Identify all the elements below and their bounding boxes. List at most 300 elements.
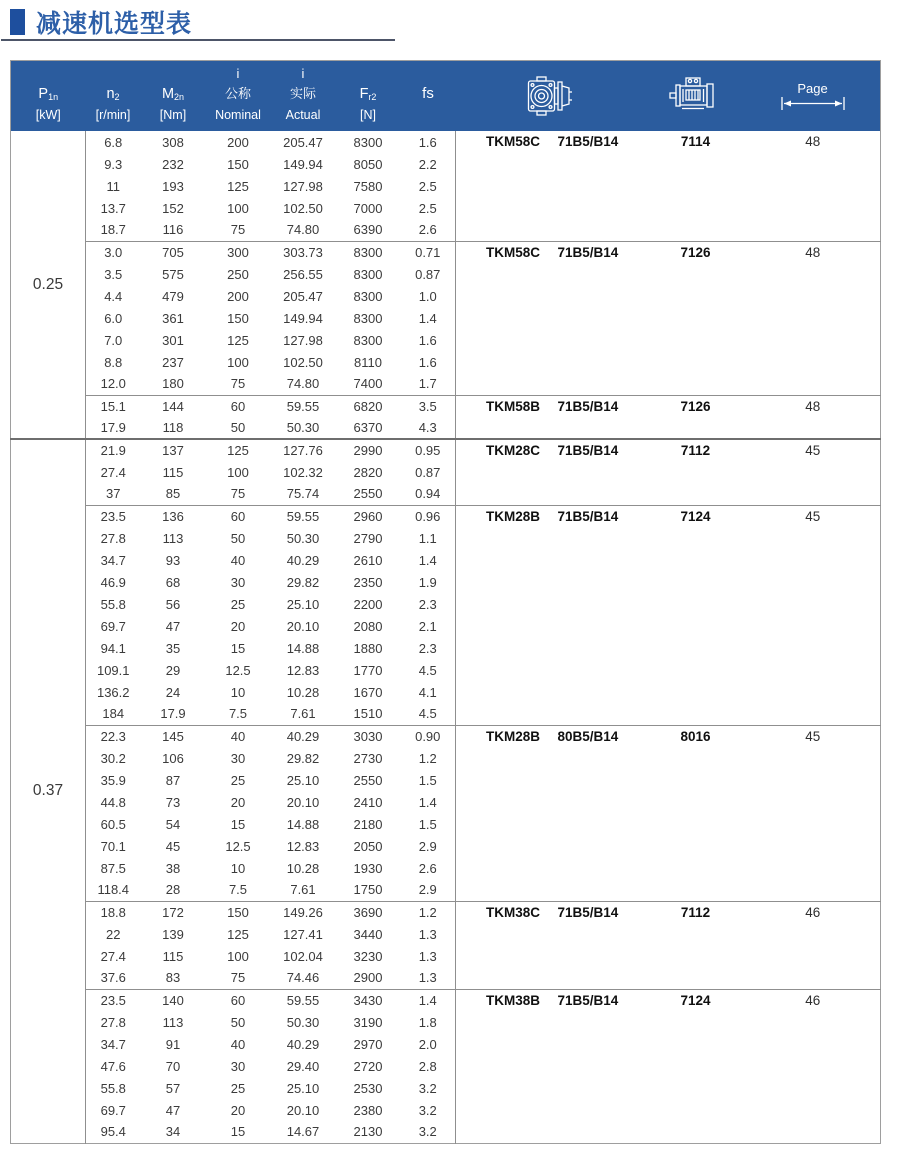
- i-nominal-cell: 15: [230, 1124, 246, 1140]
- fr2-cell: 1750: [353, 882, 383, 898]
- col-header-n2: $n_2$ [r/min]: [86, 61, 141, 132]
- motor-code-cell: 7124: [646, 989, 746, 1143]
- i-nominal-cell: 10: [230, 860, 246, 876]
- i-nominal-cell: 200: [227, 134, 249, 150]
- i-actual-cell: 20.10: [286, 618, 320, 634]
- i-nominal-cell: 150: [227, 156, 249, 172]
- i-actual-cell: 10.28: [286, 860, 320, 876]
- m2n-cell: 47: [165, 618, 181, 634]
- i-actual-cell: 7.61: [290, 706, 316, 722]
- fs-cell: 1.8: [401, 1011, 456, 1033]
- fs-cell: 0.95: [401, 439, 456, 461]
- m2n-cell: 232: [162, 156, 184, 172]
- i-actual-cell: 102.32: [283, 464, 323, 480]
- motor-code-cell: 7114: [680, 134, 711, 149]
- i-actual-cell: 149.26: [271, 901, 336, 923]
- m2n-cell: 308: [162, 134, 184, 150]
- fs-cell: 1.7: [401, 373, 456, 395]
- model-cell: TKM58B: [456, 395, 551, 439]
- table-row: [11, 241, 881, 263]
- i-nominal-cell: 12.5: [225, 838, 251, 854]
- fs-cell: 0.87: [401, 263, 456, 285]
- page-cell: 48: [805, 134, 821, 149]
- fr2-cell: 6370: [353, 420, 383, 435]
- n2-cell: 118.4: [97, 882, 130, 898]
- table-row: [11, 505, 881, 527]
- n2-cell: 27.4: [100, 948, 126, 964]
- page-title-block: [10, 4, 192, 40]
- motor-code-cell: 7126: [646, 241, 746, 395]
- i-nominal-cell: 50: [230, 1014, 246, 1030]
- i-nominal-cell: 40: [230, 552, 246, 568]
- m2n-cell: 479: [162, 288, 184, 304]
- i-actual-cell: 20.10: [286, 1102, 320, 1118]
- i-actual-cell: 149.94: [283, 310, 323, 326]
- flange-cell: 80B5/B14: [551, 725, 646, 901]
- m2n-cell: 34: [165, 1124, 181, 1140]
- m2n-cell: 83: [165, 970, 181, 986]
- m2n-cell: 172: [141, 901, 206, 923]
- col-header-p1n: $P_{1n}$ [kW]: [11, 61, 86, 132]
- m2n-cell: 116: [162, 222, 184, 238]
- i-nominal-cell: 125: [227, 332, 249, 348]
- i-nominal-cell: 100: [227, 354, 249, 370]
- m2n-cell: 87: [165, 772, 181, 788]
- m2n-cell: 17.9: [160, 706, 186, 722]
- i-nominal-cell: 300: [206, 241, 271, 263]
- i-actual-cell: 205.47: [283, 134, 323, 150]
- n2-cell: 9.3: [104, 156, 123, 172]
- fr2-cell: 8300: [353, 288, 383, 304]
- fr2-cell: 3690: [336, 901, 401, 923]
- fr2-cell: 8300: [353, 266, 383, 282]
- col-header-fr2: $F_{r2}$ [N]: [336, 61, 401, 132]
- i-nominal-cell: 75: [230, 970, 246, 986]
- n2-cell: 17.9: [100, 420, 126, 435]
- fs-cell: 1.3: [401, 967, 456, 989]
- i-actual-cell: 20.10: [286, 794, 320, 810]
- fs-cell: 0.94: [401, 483, 456, 505]
- i-actual-cell: 127.41: [283, 926, 323, 942]
- fr2-cell: 1880: [353, 640, 383, 656]
- i-nominal-cell: 60: [206, 989, 271, 1011]
- fs-cell: 0.90: [401, 725, 456, 747]
- i-actual-cell: 149.94: [283, 156, 323, 172]
- m2n-cell: 38: [165, 860, 181, 876]
- fr2-cell: 1670: [353, 684, 383, 700]
- fr2-cell: 3440: [353, 926, 383, 942]
- i-nominal-cell: 50: [230, 530, 246, 546]
- m2n-cell: 180: [162, 376, 184, 392]
- i-actual-cell: 50.30: [286, 420, 320, 435]
- i-actual-cell: 25.10: [286, 1080, 320, 1096]
- n2-cell: 21.9: [86, 439, 141, 461]
- n2-cell: 18.7: [100, 222, 126, 238]
- i-nominal-cell: 100: [227, 200, 249, 216]
- flange-cell: 71B5/B14: [551, 395, 646, 439]
- m2n-cell: 29: [165, 662, 181, 678]
- fs-cell: 2.3: [401, 637, 456, 659]
- page-header: [745, 81, 880, 111]
- title-marker-icon: [10, 9, 25, 35]
- n2-cell: 35.9: [100, 772, 126, 788]
- fr2-cell: 2050: [353, 838, 383, 854]
- m2n-cell: 152: [162, 200, 184, 216]
- i-actual-cell: 127.98: [283, 178, 323, 194]
- n2-cell: 184: [102, 706, 125, 722]
- fs-cell: 2.5: [401, 175, 456, 197]
- m2n-cell: 136: [141, 505, 206, 527]
- i-nominal-cell: 30: [230, 1058, 246, 1074]
- page-cell: 48: [746, 395, 881, 439]
- fr2-cell: 2720: [353, 1058, 383, 1074]
- i-actual-cell: 75.74: [286, 486, 320, 502]
- n2-cell: 30.2: [100, 750, 126, 766]
- motor-code-cell: 7112: [646, 901, 746, 989]
- i-actual-cell: 59.55: [271, 505, 336, 527]
- i-nominal-cell: 125: [227, 178, 249, 194]
- m2n-cell: 115: [162, 948, 184, 964]
- n2-cell: 7.0: [104, 332, 123, 348]
- n2-cell: 136.2: [96, 684, 130, 700]
- m2n-cell: 237: [162, 354, 184, 370]
- fs-cell: 2.1: [401, 615, 456, 637]
- i-actual-cell: 102.04: [283, 948, 323, 964]
- n2-cell: 69.7: [100, 1102, 126, 1118]
- fr2-cell: 2080: [353, 618, 383, 634]
- i-actual-cell: 29.82: [286, 574, 320, 590]
- i-nominal-cell: 30: [230, 750, 246, 766]
- flange-cell: 71B5/B14: [551, 505, 646, 725]
- i-actual-cell: 74.80: [286, 376, 320, 392]
- p1n-cell: 0.25: [11, 131, 86, 439]
- fr2-cell: 2130: [353, 1124, 383, 1140]
- n2-cell: 27.8: [100, 530, 126, 546]
- fs-cell: 2.9: [401, 879, 456, 901]
- n2-cell: 11: [106, 178, 120, 194]
- model-cell: TKM58C: [456, 241, 551, 395]
- i-actual-cell: 256.55: [283, 266, 323, 282]
- fs-cell: 0.71: [401, 241, 456, 263]
- fs-cell: 2.8: [401, 1055, 456, 1077]
- n2-cell: 34.7: [100, 1036, 126, 1052]
- fr2-cell: 7580: [353, 178, 383, 194]
- m2n-cell: 45: [165, 838, 181, 854]
- m2n-cell: 70: [165, 1058, 181, 1074]
- worm-gearbox-icon: [456, 75, 646, 117]
- i-nominal-cell: 20: [230, 1102, 246, 1118]
- i-actual-cell: 25.10: [286, 772, 320, 788]
- m2n-cell: 106: [162, 750, 184, 766]
- n2-cell: 109.1: [96, 662, 130, 678]
- fr2-cell: 2820: [353, 464, 383, 480]
- i-actual-cell: 127.76: [271, 439, 336, 461]
- n2-cell: 13.7: [100, 200, 126, 216]
- fr2-cell: 3230: [353, 948, 383, 964]
- i-nominal-cell: 40: [206, 725, 271, 747]
- fr2-cell: 3190: [353, 1014, 383, 1030]
- m2n-cell: 113: [162, 530, 184, 546]
- fs-cell: 0.87: [401, 461, 456, 483]
- m2n-cell: 35: [165, 640, 181, 656]
- i-nominal-cell: 150: [227, 310, 249, 326]
- m2n-cell: 193: [162, 178, 184, 194]
- m2n-cell: 144: [141, 395, 206, 417]
- m2n-cell: 139: [162, 926, 184, 942]
- page-cell: 45: [746, 725, 881, 901]
- fs-cell: 4.5: [401, 659, 456, 681]
- flange-cell: 71B5/B14: [557, 134, 619, 149]
- table-header: [11, 61, 881, 132]
- m2n-cell: 85: [165, 486, 181, 502]
- i-nominal-cell: 20: [230, 618, 246, 634]
- fs-cell: 2.0: [401, 1033, 456, 1055]
- m2n-cell: 24: [165, 684, 181, 700]
- motor-code-cell: 7112: [646, 439, 746, 505]
- n2-cell: 37: [106, 486, 121, 502]
- fr2-cell: 1930: [353, 860, 383, 876]
- i-nominal-cell: 125: [227, 926, 249, 942]
- col-header-i-actual: i 实际 Actual: [271, 61, 336, 132]
- i-nominal-cell: 150: [206, 901, 271, 923]
- flange-cell: 71B5/B14: [551, 439, 646, 505]
- m2n-cell: 301: [162, 332, 184, 348]
- fs-cell: 1.3: [401, 945, 456, 967]
- fs-cell: 1.6: [401, 329, 456, 351]
- i-actual-cell: 7.61: [290, 882, 316, 898]
- n2-cell: 47.6: [100, 1058, 126, 1074]
- fr2-cell: 2550: [353, 772, 383, 788]
- n2-cell: 8.8: [104, 354, 123, 370]
- fr2-cell: 2960: [336, 505, 401, 527]
- fr2-cell: 3430: [336, 989, 401, 1011]
- i-nominal-cell: 250: [227, 266, 249, 282]
- page-cell: 48: [746, 241, 881, 395]
- fs-cell: 3.2: [401, 1099, 456, 1121]
- i-nominal-cell: 25: [230, 772, 246, 788]
- fs-cell: 1.4: [401, 549, 456, 571]
- i-actual-cell: 14.67: [286, 1124, 320, 1140]
- fs-cell: 1.6: [401, 351, 456, 373]
- n2-cell: 46.9: [100, 574, 126, 590]
- fr2-cell: 2550: [353, 486, 383, 502]
- i-actual-cell: 14.88: [286, 816, 320, 832]
- i-nominal-cell: 125: [206, 439, 271, 461]
- i-nominal-cell: 75: [230, 486, 246, 502]
- fs-cell: 3.5: [401, 395, 456, 417]
- fs-cell: 1.4: [401, 791, 456, 813]
- i-nominal-cell: 7.5: [228, 706, 248, 722]
- i-actual-cell: 303.73: [271, 241, 336, 263]
- table-row: [11, 131, 881, 153]
- fs-cell: 2.2: [401, 153, 456, 175]
- m2n-cell: 47: [165, 1102, 181, 1118]
- n2-cell: 44.8: [100, 794, 126, 810]
- fs-cell: 3.2: [401, 1077, 456, 1099]
- table-body: [11, 131, 881, 1143]
- n2-cell: 22.3: [86, 725, 141, 747]
- n2-cell: 70.1: [100, 838, 126, 854]
- i-nominal-cell: 60: [206, 395, 271, 417]
- n2-cell: 69.7: [100, 618, 126, 634]
- page-cell: 46: [746, 901, 881, 989]
- i-nominal-cell: 25: [230, 1080, 246, 1096]
- fs-cell: 0.96: [401, 505, 456, 527]
- i-actual-cell: 74.46: [286, 970, 320, 986]
- fr2-cell: 2730: [353, 750, 383, 766]
- fr2-cell: 2970: [353, 1036, 383, 1052]
- i-nominal-cell: 60: [206, 505, 271, 527]
- i-nominal-cell: 75: [230, 376, 246, 392]
- table-row: [11, 439, 881, 461]
- fs-cell: 2.5: [401, 197, 456, 219]
- fr2-cell: 2180: [353, 816, 383, 832]
- col-header-i-nominal: i 公称 Nominal: [206, 61, 271, 132]
- n2-cell: 18.8: [86, 901, 141, 923]
- n2-cell: 3.5: [104, 266, 123, 282]
- fs-cell: 4.5: [401, 703, 456, 725]
- m2n-cell: 118: [162, 420, 184, 435]
- model-cell: TKM28B: [456, 725, 551, 901]
- fs-cell: 1.1: [401, 527, 456, 549]
- n2-cell: 23.5: [86, 989, 141, 1011]
- i-actual-cell: 127.98: [283, 332, 323, 348]
- n2-cell: 3.0: [86, 241, 141, 263]
- fr2-cell: 8300: [353, 310, 383, 326]
- model-cell: TKM38B: [456, 989, 551, 1143]
- fs-cell: 4.1: [401, 681, 456, 703]
- fs-cell: 1.5: [401, 769, 456, 791]
- i-actual-cell: 205.47: [283, 288, 323, 304]
- table-row: [11, 395, 881, 417]
- flange-cell: 71B5/B14: [551, 901, 646, 989]
- i-actual-cell: 29.40: [286, 1058, 320, 1074]
- fs-cell: 3.2: [401, 1121, 456, 1143]
- n2-cell: 15.1: [86, 395, 141, 417]
- i-nominal-cell: 200: [227, 288, 249, 304]
- n2-cell: 34.7: [100, 552, 126, 568]
- i-actual-cell: 74.80: [286, 222, 320, 238]
- i-actual-cell: 12.83: [286, 838, 320, 854]
- fr2-cell: 8110: [354, 354, 382, 370]
- fs-cell: 2.3: [401, 593, 456, 615]
- i-nominal-cell: 50: [230, 420, 246, 435]
- n2-cell: 37.6: [100, 970, 126, 986]
- m2n-cell: 137: [141, 439, 206, 461]
- m2n-cell: 575: [162, 266, 184, 282]
- m2n-cell: 93: [165, 552, 181, 568]
- fr2-cell: 3030: [336, 725, 401, 747]
- title-underline: [1, 39, 395, 41]
- i-actual-cell: 40.29: [286, 1036, 320, 1052]
- m2n-cell: 54: [165, 816, 181, 832]
- fs-cell: 1.9: [401, 571, 456, 593]
- n2-cell: 95.4: [100, 1124, 126, 1140]
- n2-cell: 12.0: [100, 376, 126, 392]
- m2n-cell: 361: [162, 310, 184, 326]
- fr2-cell: 6390: [353, 222, 383, 238]
- i-nominal-cell: 15: [230, 816, 246, 832]
- i-nominal-cell: 20: [230, 794, 246, 810]
- fr2-cell: 7000: [353, 200, 383, 216]
- fr2-cell: 2410: [353, 794, 383, 810]
- n2-cell: 4.4: [104, 288, 123, 304]
- table-row: [11, 725, 881, 747]
- i-nominal-cell: 75: [230, 222, 246, 238]
- m2n-cell: 140: [141, 989, 206, 1011]
- m2n-cell: 73: [165, 794, 181, 810]
- motor-code-cell: 7126: [646, 395, 746, 439]
- i-actual-cell: 50.30: [286, 530, 320, 546]
- n2-cell: 22: [106, 926, 121, 942]
- page-title: 减速机选型表: [36, 10, 193, 38]
- col-header-units: [456, 61, 881, 132]
- i-actual-cell: 12.83: [286, 662, 320, 678]
- page-cell: 46: [746, 989, 881, 1143]
- n2-cell: 27.4: [100, 464, 126, 480]
- fr2-cell: 6820: [336, 395, 401, 417]
- n2-cell: 60.5: [100, 816, 126, 832]
- model-cell: TKM58C: [486, 134, 541, 149]
- motor-code-cell: 8016: [646, 725, 746, 901]
- model-cell: TKM28C: [456, 439, 551, 505]
- fs-cell: 1.2: [401, 901, 456, 923]
- fr2-cell: 2350: [353, 574, 383, 590]
- model-cell: TKM38C: [456, 901, 551, 989]
- fs-cell: 1.6: [401, 131, 456, 153]
- n2-cell: 55.8: [100, 596, 126, 612]
- page-label: Page: [797, 81, 828, 96]
- fr2-cell: 8300: [353, 134, 383, 150]
- m2n-cell: 91: [165, 1036, 181, 1052]
- i-actual-cell: 40.29: [286, 552, 320, 568]
- col-header-m2n: $M_{2n}$ [Nm]: [141, 61, 206, 132]
- fr2-cell: 2200: [353, 596, 383, 612]
- page-dimension-icon: [780, 96, 846, 111]
- m2n-cell: 68: [165, 574, 181, 590]
- n2-cell: 6.0: [104, 310, 123, 326]
- i-nominal-cell: 7.5: [228, 882, 248, 898]
- flange-cell: 71B5/B14: [551, 241, 646, 395]
- model-cell: TKM28B: [456, 505, 551, 725]
- i-actual-cell: 59.55: [271, 989, 336, 1011]
- m2n-cell: 57: [165, 1080, 181, 1096]
- fr2-cell: 2790: [353, 530, 383, 546]
- table-row: [11, 989, 881, 1011]
- i-actual-cell: 10.28: [286, 684, 320, 700]
- m2n-cell: 705: [141, 241, 206, 263]
- fs-cell: 2.9: [401, 835, 456, 857]
- i-actual-cell: 14.88: [286, 640, 320, 656]
- fs-cell: 2.6: [401, 857, 456, 879]
- fr2-cell: 2380: [353, 1102, 383, 1118]
- m2n-cell: 145: [141, 725, 206, 747]
- fs-cell: 1.5: [401, 813, 456, 835]
- i-actual-cell: 40.29: [271, 725, 336, 747]
- n2-cell: 27.8: [100, 1014, 126, 1030]
- fs-cell: 1.0: [401, 285, 456, 307]
- col-header-fs: fs: [401, 61, 456, 132]
- n2-cell: 23.5: [86, 505, 141, 527]
- i-nominal-cell: 10: [230, 684, 246, 700]
- fs-cell: 1.4: [401, 307, 456, 329]
- i-actual-cell: 102.50: [283, 200, 323, 216]
- i-nominal-cell: 25: [230, 596, 246, 612]
- m2n-cell: 113: [162, 1014, 184, 1030]
- n2-cell: 87.5: [100, 860, 126, 876]
- i-actual-cell: 59.55: [271, 395, 336, 417]
- fr2-cell: 2990: [336, 439, 401, 461]
